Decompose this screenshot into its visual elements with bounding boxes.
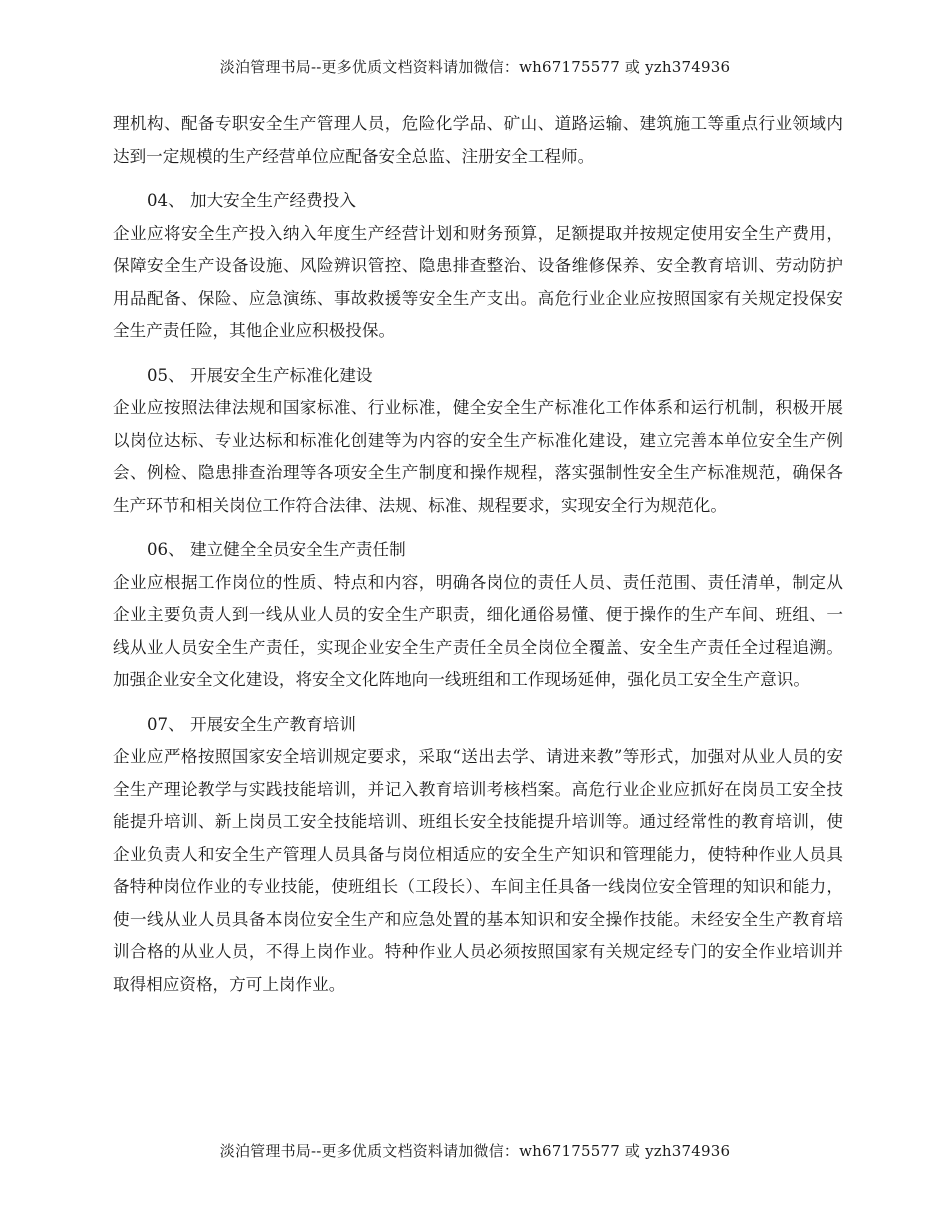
section-07-paragraph: 企业应严格按照国家安全培训规定要求，采取“送出去学、请进来教”等形式，加强对从业人员的安全生产理论教学与实践技能培训，并记入教育培训考核档案。高危行业企业应抓好在岗员工安全技能提升培训、新上岗员工安全技能培训、班组长安全技能提升培训等。通过经常性的教育培训，使企业负责人和安全生产管理人员具备与岗位相适应的安全生产知识和管理能力，使特种作业人员具备特种岗位作业的专业技能，使班组长（工段长）、车间主任具备一线岗位安全管理的知识和能力，使一线从业人员具备本岗位安全生产和应急处置的基本知识和安全操作技能。未经安全生产教育培训合格的从业人员，不得上岗作业。特种作业人员必须按照国家有关规定经专门的安全作业培训并取得相应资格，方可上岗作业。: [113, 747, 843, 994]
section-06-paragraph: 企业应根据工作岗位的性质、特点和内容，明确各岗位的责任人员、责任范围、责任清单，制定从企业主要负责人到一线从业人员的安全生产职责，细化通俗易懂、便于操作的生产车间、班组、一线从业人员安全生产责任，实现企业安全生产责任全员全岗位全覆盖、安全生产责任全过程追溯。加强企业安全文化建设，将安全文化阵地向一线班组和工作现场延伸，强化员工安全生产意识。: [113, 572, 843, 689]
page-header: 淡泊管理书局--更多优质文档资料请加微信：wh67175577 或 yzh374936: [219, 58, 731, 76]
intro-paragraph: 理机构、配备专职安全生产管理人员，危险化学品、矿山、道路运输、建筑施工等重点行业领域内达到一定规模的生产经营单位应配备安全总监、注册安全工程师。: [113, 114, 843, 166]
section-05-heading: 05、 开展安全生产标准化建设: [147, 365, 373, 385]
section-04-heading: 04、 加大安全生产经费投入: [147, 191, 356, 210]
section-07-heading: 07、 开展安全生产教育培训: [147, 714, 356, 734]
page-footer: 淡泊管理书局--更多优质文档资料请加微信：wh67175577 或 yzh374936: [219, 1142, 731, 1160]
section-04-paragraph: 企业应将安全生产投入纳入年度生产经营计划和财务预算，足额提取并按规定使用安全生产费用，保障安全生产设备设施、风险辨识管控、隐患排查整治、设备维修保养、安全教育培训、劳动防护用品配备、保险、应急演练、事故救援等安全生产支出。高危行业企业应按照国家有关规定投保安全生产责任险，其他企业应积极投保。: [113, 223, 843, 340]
section-05-paragraph: 企业应按照法律法规和国家标准、行业标准，健全安全生产标准化工作体系和运行机制，积极开展以岗位达标、专业达标和标准化创建等为内容的安全生产标准化建设，建立完善本单位安全生产例会、例检、隐患排查治理等各项安全生产制度和操作规程，落实强制性安全生产标准规范，确保各生产环节和相关岗位工作符合法律、法规、标准、规程要求，实现安全行为规范化。: [113, 398, 843, 515]
document-body: [113, 108, 843, 1001]
section-06-heading: 06、 建立健全全员安全生产责任制: [147, 540, 406, 559]
